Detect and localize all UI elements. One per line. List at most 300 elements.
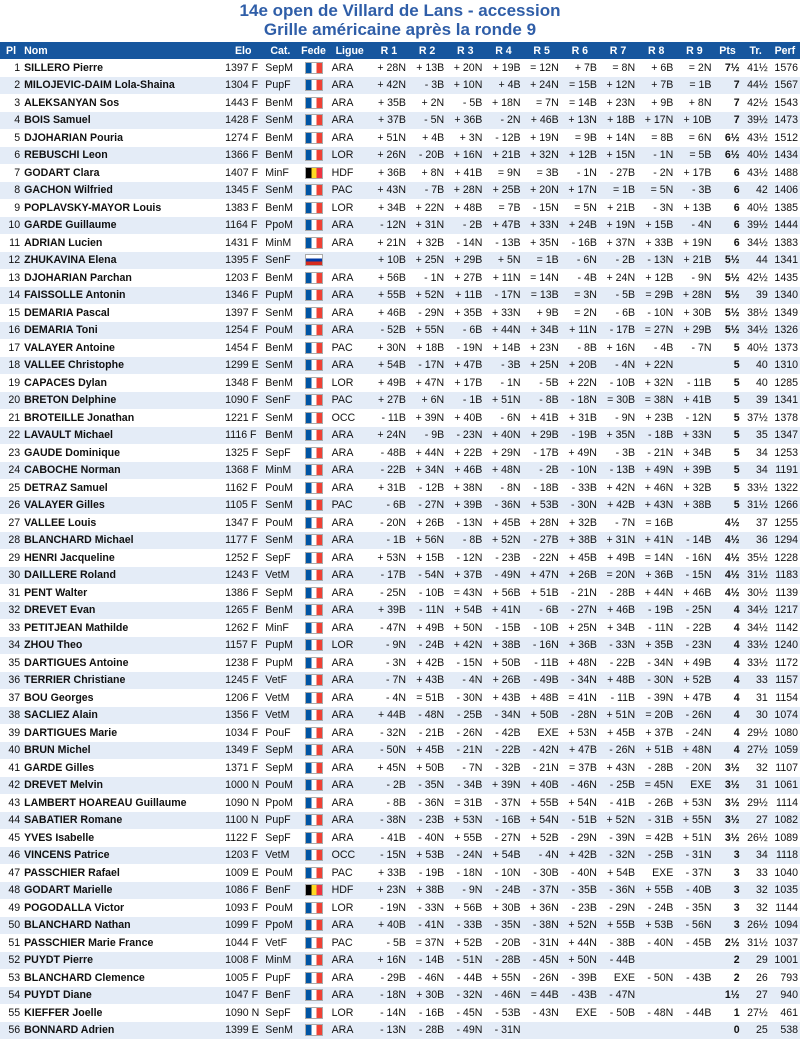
federation-flag-cell: [297, 654, 329, 672]
player-name-cell: FAISSOLLE Antonin: [22, 287, 223, 305]
performance-cell: 1385: [770, 199, 800, 217]
player-name-cell: LAVAULT Michael: [22, 427, 223, 445]
tiebreak-cell: 44: [742, 252, 770, 270]
league-cell: ARA: [330, 969, 370, 987]
round-5-cell: + 25N: [523, 357, 561, 375]
round-2-cell: + 53B: [408, 847, 446, 865]
tiebreak-cell: 42½: [742, 269, 770, 287]
round-2-cell: - 3B: [408, 77, 446, 95]
tiebreak-cell: 26½: [742, 829, 770, 847]
league-cell: ARA: [330, 217, 370, 235]
round-5-cell: - 43N: [523, 1004, 561, 1022]
points-cell: 5: [713, 497, 741, 515]
round-9-cell: [675, 1022, 713, 1040]
category-cell: MinM: [263, 462, 297, 480]
tiebreak-cell: 32: [742, 882, 770, 900]
player-name-cell: ZHUKAVINA Elena: [22, 252, 223, 270]
category-cell: PouM: [263, 322, 297, 340]
round-5-cell: - 42N: [523, 742, 561, 760]
round-2-cell: - 12B: [408, 479, 446, 497]
round-6-cell: + 24B: [561, 217, 599, 235]
round-8-cell: - 34N: [637, 654, 675, 672]
round-7-cell: - 50B: [599, 1004, 637, 1022]
table-row: [0, 304, 800, 322]
tiebreak-cell: 43½: [742, 129, 770, 147]
round-4-cell: - 15B: [484, 619, 522, 637]
points-cell: 4½: [713, 532, 741, 550]
elo-cell: 1090 F: [223, 392, 263, 410]
league-cell: ARA: [330, 567, 370, 585]
round-8-cell: + 12B: [637, 269, 675, 287]
round-8-cell: [637, 952, 675, 970]
points-cell: 4½: [713, 549, 741, 567]
rank-cell: 1: [0, 59, 22, 77]
round-9-cell: = 1B: [675, 77, 713, 95]
france-flag-icon: [305, 534, 323, 546]
round-6-cell: - 18N: [561, 392, 599, 410]
round-4-cell: - 53B: [484, 1004, 522, 1022]
performance-cell: 1094: [770, 917, 800, 935]
elo-cell: 1252 F: [223, 549, 263, 567]
elo-cell: 1443 F: [223, 94, 263, 112]
round-6-cell: EXE: [561, 1004, 599, 1022]
round-7-cell: = 8N: [599, 59, 637, 77]
table-row: [0, 584, 800, 602]
federation-flag-cell: [297, 444, 329, 462]
points-cell: 0: [713, 1022, 741, 1040]
round-7-cell: + 49B: [599, 549, 637, 567]
france-flag-icon: [305, 447, 323, 459]
player-name-cell: BRETON Delphine: [22, 392, 223, 410]
rank-cell: 14: [0, 287, 22, 305]
table-row: [0, 882, 800, 900]
round-2-cell: + 42B: [408, 654, 446, 672]
table-row: [0, 462, 800, 480]
league-cell: LOR: [330, 899, 370, 917]
round-3-cell: - 21N: [446, 742, 484, 760]
player-name-cell: CABOCHE Norman: [22, 462, 223, 480]
france-flag-icon: [305, 184, 323, 196]
league-cell: ARA: [330, 322, 370, 340]
points-cell: 7: [713, 94, 741, 112]
player-name-cell: SACLIEZ Alain: [22, 707, 223, 725]
round-5-cell: + 40B: [523, 777, 561, 795]
table-row: [0, 829, 800, 847]
col-pts-header: Pts: [713, 42, 741, 59]
points-cell: 3: [713, 864, 741, 882]
round-7-cell: + 43N: [599, 759, 637, 777]
round-2-cell: - 41N: [408, 917, 446, 935]
round-2-cell: + 30B: [408, 987, 446, 1005]
round-3-cell: + 52B: [446, 934, 484, 952]
france-flag-icon: [305, 569, 323, 581]
rank-cell: 3: [0, 94, 22, 112]
round-2-cell: + 18B: [408, 339, 446, 357]
league-cell: PAC: [330, 339, 370, 357]
rank-cell: 10: [0, 217, 22, 235]
france-flag-icon: [305, 377, 323, 389]
round-9-cell: + 55N: [675, 812, 713, 830]
round-4-cell: + 48N: [484, 462, 522, 480]
performance-cell: 940: [770, 987, 800, 1005]
league-cell: ARA: [330, 357, 370, 375]
points-cell: 5: [713, 339, 741, 357]
table-row: [0, 637, 800, 655]
player-name-cell: VINCENS Patrice: [22, 847, 223, 865]
league-cell: ARA: [330, 689, 370, 707]
round-3-cell: + 28N: [446, 182, 484, 200]
table-row: [0, 899, 800, 917]
belgium-flag-icon: [305, 884, 323, 896]
round-1-cell: - 50N: [370, 742, 408, 760]
round-5-cell: + 36N: [523, 899, 561, 917]
round-3-cell: - 23N: [446, 427, 484, 445]
points-cell: 7: [713, 77, 741, 95]
rank-cell: 56: [0, 1022, 22, 1040]
round-6-cell: - 34N: [561, 672, 599, 690]
france-flag-icon: [305, 622, 323, 634]
round-6-cell: - 46N: [561, 777, 599, 795]
round-2-cell: - 10B: [408, 584, 446, 602]
player-name-cell: HENRI Jacqueline: [22, 549, 223, 567]
round-4-cell: - 17N: [484, 287, 522, 305]
round-9-cell: + 30B: [675, 304, 713, 322]
elo-cell: 1090 N: [223, 794, 263, 812]
round-1-cell: + 31B: [370, 479, 408, 497]
round-5-cell: + 32N: [523, 147, 561, 165]
federation-flag-cell: [297, 357, 329, 375]
league-cell: PAC: [330, 497, 370, 515]
league-cell: OCC: [330, 847, 370, 865]
france-flag-icon: [305, 604, 323, 616]
round-1-cell: + 16N: [370, 952, 408, 970]
france-flag-icon: [305, 219, 323, 231]
performance-cell: 1253: [770, 444, 800, 462]
round-4-cell: + 30B: [484, 899, 522, 917]
category-cell: BenM: [263, 129, 297, 147]
round-1-cell: + 10B: [370, 252, 408, 270]
france-flag-icon: [305, 902, 323, 914]
category-cell: PouM: [263, 479, 297, 497]
round-4-cell: + 14B: [484, 339, 522, 357]
tiebreak-cell: 40½: [742, 199, 770, 217]
points-cell: 3½: [713, 759, 741, 777]
points-cell: 3: [713, 899, 741, 917]
rank-cell: 20: [0, 392, 22, 410]
federation-flag-cell: [297, 287, 329, 305]
points-cell: 4½: [713, 567, 741, 585]
round-4-cell: + 45B: [484, 514, 522, 532]
points-cell: 5½: [713, 304, 741, 322]
round-9-cell: EXE: [675, 777, 713, 795]
round-2-cell: = 51B: [408, 689, 446, 707]
round-9-cell: + 38B: [675, 497, 713, 515]
france-flag-icon: [305, 499, 323, 511]
round-2-cell: + 44N: [408, 444, 446, 462]
federation-flag-cell: [297, 164, 329, 182]
federation-flag-cell: [297, 217, 329, 235]
round-4-cell: - 2N: [484, 112, 522, 130]
round-9-cell: + 8N: [675, 94, 713, 112]
round-1-cell: - 52B: [370, 322, 408, 340]
round-4-cell: - 16B: [484, 812, 522, 830]
table-row: [0, 199, 800, 217]
round-7-cell: - 5B: [599, 287, 637, 305]
round-9-cell: = 5B: [675, 147, 713, 165]
category-cell: SenM: [263, 357, 297, 375]
performance-cell: 1114: [770, 794, 800, 812]
federation-flag-cell: [297, 252, 329, 270]
performance-cell: 1326: [770, 322, 800, 340]
category-cell: PupF: [263, 812, 297, 830]
federation-flag-cell: [297, 619, 329, 637]
tiebreak-cell: 29½: [742, 794, 770, 812]
elo-cell: 1122 F: [223, 829, 263, 847]
federation-flag-cell: [297, 77, 329, 95]
player-name-cell: POGODALLA Victor: [22, 899, 223, 917]
round-6-cell: + 54N: [561, 794, 599, 812]
round-3-cell: - 14N: [446, 234, 484, 252]
round-7-cell: + 14N: [599, 129, 637, 147]
round-3-cell: - 32N: [446, 987, 484, 1005]
round-3-cell: - 18N: [446, 864, 484, 882]
round-8-cell: - 21N: [637, 444, 675, 462]
round-8-cell: = 5N: [637, 182, 675, 200]
category-cell: SepM: [263, 742, 297, 760]
elo-cell: 1099 F: [223, 917, 263, 935]
round-5-cell: - 26N: [523, 969, 561, 987]
league-cell: HDF: [330, 164, 370, 182]
round-1-cell: - 20N: [370, 514, 408, 532]
points-cell: 2: [713, 969, 741, 987]
round-9-cell: + 21B: [675, 252, 713, 270]
points-cell: 5½: [713, 269, 741, 287]
performance-cell: 1040: [770, 864, 800, 882]
round-4-cell: - 49N: [484, 567, 522, 585]
rank-cell: 28: [0, 532, 22, 550]
league-cell: ARA: [330, 129, 370, 147]
round-7-cell: + 21B: [599, 199, 637, 217]
round-3-cell: + 50N: [446, 619, 484, 637]
france-flag-icon: [305, 149, 323, 161]
player-name-cell: BONNARD Adrien: [22, 1022, 223, 1040]
round-8-cell: + 53B: [637, 917, 675, 935]
round-8-cell: - 19B: [637, 602, 675, 620]
round-8-cell: - 24B: [637, 899, 675, 917]
rank-cell: 34: [0, 637, 22, 655]
elo-cell: 1347 F: [223, 514, 263, 532]
points-cell: 6½: [713, 129, 741, 147]
round-4-cell: + 29N: [484, 444, 522, 462]
round-5-cell: - 5B: [523, 374, 561, 392]
league-cell: PAC: [330, 864, 370, 882]
round-7-cell: - 38B: [599, 934, 637, 952]
tiebreak-cell: 42: [742, 182, 770, 200]
league-cell: ARA: [330, 59, 370, 77]
france-flag-icon: [305, 114, 323, 126]
round-4-cell: - 24B: [484, 882, 522, 900]
page-subtitle: Grille américaine après la ronde 9: [263, 20, 537, 39]
player-name-cell: MILOJEVIC-DAIM Lola-Shaina: [22, 77, 223, 95]
round-5-cell: [523, 1022, 561, 1040]
points-cell: 5: [713, 427, 741, 445]
round-3-cell: - 45N: [446, 1004, 484, 1022]
france-flag-icon: [305, 324, 323, 336]
round-3-cell: + 55B: [446, 829, 484, 847]
round-5-cell: + 54N: [523, 812, 561, 830]
performance-cell: 1322: [770, 479, 800, 497]
tiebreak-cell: 34½: [742, 322, 770, 340]
round-3-cell: + 42N: [446, 637, 484, 655]
france-flag-icon: [305, 639, 323, 651]
round-8-cell: - 30N: [637, 672, 675, 690]
tiebreak-cell: 36: [742, 532, 770, 550]
table-row: [0, 1022, 800, 1040]
league-cell: ARA: [330, 444, 370, 462]
france-flag-icon: [305, 289, 323, 301]
round-9-cell: - 16N: [675, 549, 713, 567]
federation-flag-cell: [297, 602, 329, 620]
round-5-cell: + 29B: [523, 427, 561, 445]
round-1-cell: - 18N: [370, 987, 408, 1005]
table-row: [0, 707, 800, 725]
points-cell: 5: [713, 357, 741, 375]
belgium-flag-icon: [305, 167, 323, 179]
round-7-cell: - 13B: [599, 462, 637, 480]
round-9-cell: = 2N: [675, 59, 713, 77]
federation-flag-cell: [297, 637, 329, 655]
round-8-cell: = 45N: [637, 777, 675, 795]
round-8-cell: - 18B: [637, 427, 675, 445]
round-7-cell: - 26N: [599, 742, 637, 760]
round-3-cell: - 4N: [446, 672, 484, 690]
category-cell: PpoM: [263, 794, 297, 812]
round-3-cell: - 15N: [446, 654, 484, 672]
league-cell: ARA: [330, 514, 370, 532]
round-7-cell: - 39N: [599, 829, 637, 847]
round-4-cell: + 11N: [484, 269, 522, 287]
tiebreak-cell: 41½: [742, 59, 770, 77]
points-cell: 5½: [713, 287, 741, 305]
elo-cell: 1407 F: [223, 164, 263, 182]
round-9-cell: - 35N: [675, 899, 713, 917]
elo-cell: 1221 F: [223, 409, 263, 427]
round-9-cell: + 48N: [675, 742, 713, 760]
round-8-cell: = 29B: [637, 287, 675, 305]
round-5-cell: - 30B: [523, 864, 561, 882]
tiebreak-cell: 31½: [742, 497, 770, 515]
round-4-cell: + 43B: [484, 689, 522, 707]
category-cell: BenM: [263, 199, 297, 217]
tiebreak-cell: 33: [742, 864, 770, 882]
round-9-cell: [675, 987, 713, 1005]
elo-cell: 1274 F: [223, 129, 263, 147]
round-1-cell: - 17B: [370, 567, 408, 585]
round-8-cell: - 26B: [637, 794, 675, 812]
round-2-cell: - 17N: [408, 357, 446, 375]
player-name-cell: GARDE Guillaume: [22, 217, 223, 235]
round-2-cell: + 56N: [408, 532, 446, 550]
round-4-cell: - 6N: [484, 409, 522, 427]
tiebreak-cell: 37½: [742, 409, 770, 427]
league-cell: ARA: [330, 287, 370, 305]
round-8-cell: = 42B: [637, 829, 675, 847]
col-elo-header: Elo: [223, 42, 263, 59]
round-7-cell: - 41B: [599, 794, 637, 812]
round-6-cell: - 1N: [561, 164, 599, 182]
france-flag-icon: [305, 779, 323, 791]
col-perf-header: Perf: [770, 42, 800, 59]
round-4-cell: + 21B: [484, 147, 522, 165]
round-1-cell: + 27B: [370, 392, 408, 410]
player-name-cell: POPLAVSKY-MAYOR Louis: [22, 199, 223, 217]
elo-cell: 1034 F: [223, 724, 263, 742]
performance-cell: 1576: [770, 59, 800, 77]
france-flag-icon: [305, 657, 323, 669]
league-cell: ARA: [330, 1022, 370, 1040]
round-3-cell: + 20N: [446, 59, 484, 77]
tiebreak-cell: 34½: [742, 619, 770, 637]
performance-cell: 1255: [770, 514, 800, 532]
round-4-cell: + 4B: [484, 77, 522, 95]
round-9-cell: [675, 357, 713, 375]
france-flag-icon: [305, 674, 323, 686]
round-1-cell: - 22B: [370, 462, 408, 480]
elo-cell: 1345 F: [223, 182, 263, 200]
elo-cell: 1386 F: [223, 584, 263, 602]
player-name-cell: BRUN Michel: [22, 742, 223, 760]
table-row: [0, 339, 800, 357]
table-row: [0, 742, 800, 760]
france-flag-icon: [305, 237, 323, 249]
rank-cell: 49: [0, 899, 22, 917]
round-6-cell: - 51B: [561, 812, 599, 830]
federation-flag-cell: [297, 112, 329, 130]
player-name-cell: VALLEE Louis: [22, 514, 223, 532]
category-cell: SepF: [263, 549, 297, 567]
round-1-cell: - 2B: [370, 777, 408, 795]
points-cell: 6: [713, 164, 741, 182]
round-7-cell: + 19N: [599, 217, 637, 235]
rank-cell: 55: [0, 1004, 22, 1022]
rank-cell: 8: [0, 182, 22, 200]
rank-cell: 18: [0, 357, 22, 375]
elo-cell: 1254 F: [223, 322, 263, 340]
federation-flag-cell: [297, 707, 329, 725]
round-4-cell: - 31N: [484, 1022, 522, 1040]
round-4-cell: - 46N: [484, 987, 522, 1005]
round-8-cell: + 41N: [637, 532, 675, 550]
table-row: [0, 514, 800, 532]
points-cell: 4: [713, 742, 741, 760]
round-5-cell: = 1B: [523, 252, 561, 270]
points-cell: 6: [713, 199, 741, 217]
tiebreak-cell: 38½: [742, 304, 770, 322]
france-flag-icon: [305, 359, 323, 371]
round-8-cell: [637, 1022, 675, 1040]
round-2-cell: + 45B: [408, 742, 446, 760]
round-5-cell: - 45N: [523, 952, 561, 970]
round-6-cell: - 40N: [561, 864, 599, 882]
france-flag-icon: [305, 797, 323, 809]
category-cell: SenM: [263, 182, 297, 200]
league-cell: LOR: [330, 1004, 370, 1022]
player-name-cell: SILLERO Pierre: [22, 59, 223, 77]
round-4-cell: + 50B: [484, 654, 522, 672]
performance-cell: 1378: [770, 409, 800, 427]
rank-cell: 54: [0, 987, 22, 1005]
table-row: [0, 479, 800, 497]
